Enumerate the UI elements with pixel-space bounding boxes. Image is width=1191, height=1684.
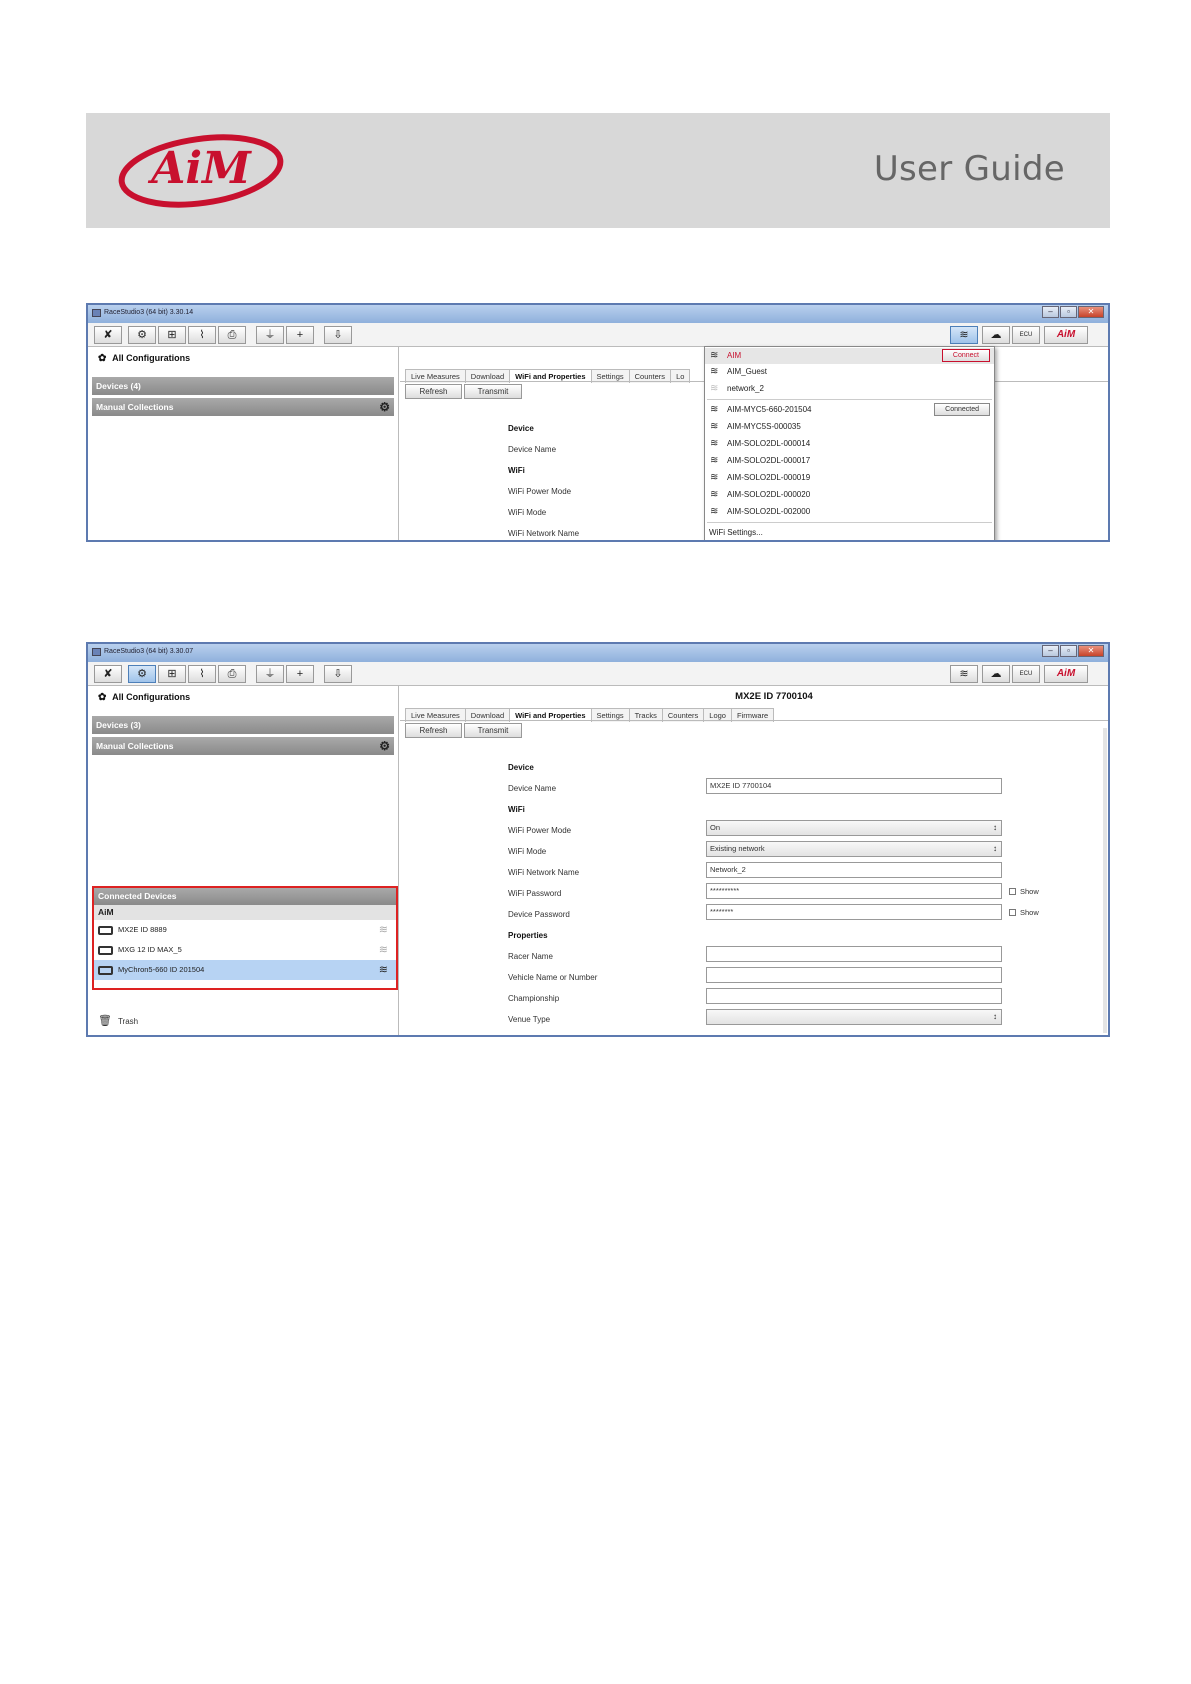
app-icon [92,309,101,317]
trash-item[interactable]: 🗑 Trash [98,1015,139,1027]
network-item[interactable]: ≋ AIM-MYC5-660-201504 Connected [705,402,994,418]
network-item[interactable]: ≋ AIM-SOLO2DL-000014 [705,436,994,452]
wifi-icon: ≋ [710,404,719,415]
devices-section[interactable]: Devices (3) [92,716,394,734]
devices-section[interactable]: Devices (4) [92,377,394,395]
tab-logo[interactable]: Logo [703,708,732,722]
wifi-icon: ≋ [710,366,719,377]
left-panel [88,347,399,540]
network-item[interactable]: ≋ AIM Connect [705,348,994,364]
screenshot-wifi-network-list [86,303,1110,542]
wifi-icon[interactable]: ≋ [950,326,978,344]
wifi-icon: ≋ [710,489,719,500]
network-item[interactable]: ≋ AIM-SOLO2DL-000020 [705,487,994,503]
network-item[interactable]: ≋ AIM-SOLO2DL-002000 [705,504,994,520]
wifi-power-mode-select[interactable]: On ↕ [706,820,1002,836]
network-item[interactable]: ≋ AIM-MYC5S-000035 [705,419,994,435]
close-button[interactable]: ✕ [1078,306,1104,318]
window-titlebar [88,644,1108,662]
settings-icon: ✿ [98,353,107,364]
show-wifi-password-checkbox[interactable]: Show [1009,887,1039,896]
tab-logo[interactable]: Lo [670,369,690,383]
wifi-network-name-input[interactable]: Network_2 [706,862,1002,878]
header-banner [86,113,1110,228]
transmit-button[interactable]: Transmit [464,723,522,738]
cloud-icon[interactable]: ☁ [982,326,1010,344]
wrench-icon[interactable]: ✘ [94,326,122,344]
wifi-power-mode-label: WiFi Power Mode [508,487,572,496]
connected-devices-panel [92,886,398,990]
transmit-button[interactable]: Transmit [464,384,522,399]
tab-firmware[interactable]: Firmware [731,708,774,722]
all-configurations[interactable]: ✿ All Configurations [98,692,191,703]
main-toolbar [88,662,1108,686]
wifi-icon: ≋ [710,455,719,466]
device-title: MX2E ID 7700104 [735,691,813,702]
export-icon[interactable]: ⎙ [218,326,246,344]
tab-counters[interactable]: Counters [629,369,671,383]
sensor-icon[interactable]: ⏚ [256,326,284,344]
tab-live-measures[interactable]: Live Measures [405,369,466,383]
network-item[interactable]: ≋ AIM-SOLO2DL-000017 [705,453,994,469]
minimize-button[interactable]: – [1042,645,1059,657]
wifi-power-mode-label: WiFi Power Mode [508,826,572,835]
wifi-icon: ≋ [710,350,719,361]
vehicle-label: Vehicle Name or Number [508,973,598,982]
tab-live-measures[interactable]: Live Measures [405,708,466,722]
device-group-aim: AiM [94,905,396,920]
wrench-icon[interactable]: ✘ [94,665,122,683]
wifi-heading: WiFi [508,805,525,814]
settings-icon: ✿ [98,692,107,703]
wifi-password-label: WiFi Password [508,889,562,898]
left-panel [88,686,399,1035]
connected-device-row[interactable]: MyChron5-660 ID 201504 ≋ [94,960,396,980]
network-item[interactable]: ≋ AIM_Guest [705,364,994,380]
aim-button[interactable]: AiM [1044,665,1088,683]
wifi-icon: ≋ [710,438,719,449]
minimize-button[interactable]: – [1042,306,1059,318]
sensor-icon[interactable]: ⏚ [256,665,284,683]
championship-input[interactable] [706,988,1002,1004]
add-icon[interactable]: + [286,665,314,683]
device-heading: Device [508,763,534,772]
tab-settings[interactable]: Settings [591,708,630,722]
wifi-network-name-label: WiFi Network Name [508,529,580,538]
wifi-heading: WiFi [508,466,525,475]
wifi-network-name-label: WiFi Network Name [508,868,580,877]
wifi-settings-item[interactable]: WiFi Settings... [709,528,763,537]
connected-devices-header: Connected Devices [94,888,396,905]
download-icon[interactable]: ⇩ [324,326,352,344]
wifi-icon: ≋ [378,964,388,976]
window-titlebar [88,305,1108,323]
wifi-icon: ≋ [378,924,388,936]
connected-button[interactable]: Connected [934,403,990,416]
track-icon[interactable]: ⌇ [188,665,216,683]
network-item[interactable]: ≋ network_2 [705,381,994,397]
window-title: RaceStudio3 (64 bit) 3.30.07 [104,648,194,655]
show-device-password-checkbox[interactable]: Show [1009,908,1039,917]
device-password-label: Device Password [508,910,570,919]
right-panel [400,686,1108,1035]
tab-divider [400,720,1108,721]
device-name-label: Device Name [508,445,557,454]
tab-tracks[interactable]: Tracks [629,708,663,722]
device-name-input[interactable]: MX2E ID 7700104 [706,778,1002,794]
connect-button[interactable]: Connect [942,349,990,362]
wifi-icon: ≋ [710,506,719,517]
window-title: RaceStudio3 (64 bit) 3.30.14 [104,309,194,316]
wifi-icon: ≋ [378,944,388,956]
main-toolbar [88,323,1108,347]
refresh-button[interactable]: Refresh [405,384,462,399]
scrollbar[interactable] [1103,728,1107,1033]
wifi-icon: ≋ [710,383,719,394]
network-item[interactable]: ≋ AIM-SOLO2DL-000019 [705,470,994,486]
tab-download[interactable]: Download [465,369,510,383]
venue-type-select[interactable] [706,1009,1002,1025]
manual-collections-section[interactable]: Manual Collections ⚙ [92,398,394,416]
aim-button[interactable]: AiM [1044,326,1088,344]
refresh-button[interactable]: Refresh [405,723,462,738]
connected-device-row[interactable]: MXG 12 ID MAX_5 ≋ [94,940,396,960]
device-name-label: Device Name [508,784,557,793]
download-icon[interactable]: ⇩ [324,665,352,683]
wifi-icon[interactable]: ≋ [950,665,978,683]
wifi-mode-label: WiFi Mode [508,508,547,517]
device-icon [98,946,113,955]
wifi-icon: ≋ [710,421,719,432]
all-configurations[interactable]: ✿ All Configurations [98,353,191,364]
vehicle-input[interactable] [706,967,1002,983]
device-heading: Device [508,424,534,433]
add-icon[interactable]: + [286,326,314,344]
tab-download[interactable]: Download [465,708,510,722]
app-icon [92,648,101,656]
racer-name-label: Racer Name [508,952,553,961]
tab-settings[interactable]: Settings [591,369,630,383]
properties-heading: Properties [508,931,548,940]
track-icon[interactable]: ⌇ [188,326,216,344]
svg-text:AiM: AiM [151,143,251,194]
gear-icon[interactable]: ⚙ [128,326,156,344]
tab-wifi-properties[interactable]: WiFi and Properties [509,369,591,383]
wifi-icon: ≋ [710,472,719,483]
gear-icon[interactable]: ⚙ [379,400,390,414]
device-password-input[interactable]: ******** [706,904,1002,920]
manual-collections-section[interactable]: Manual Collections ⚙ [92,737,394,755]
wifi-mode-label: WiFi Mode [508,847,547,856]
maximize-button[interactable]: ▫ [1060,645,1077,657]
chart-icon[interactable]: ⊞ [158,665,186,683]
wifi-password-input[interactable]: ********** [706,883,1002,899]
tab-wifi-properties[interactable]: WiFi and Properties [509,708,591,722]
wifi-mode-select[interactable]: Existing network ↕ [706,841,1002,857]
dropdown-divider [707,522,992,523]
device-icon [98,966,113,975]
cloud-icon[interactable]: ☁ [982,665,1010,683]
page-title: User Guide [873,149,1065,189]
export-icon[interactable]: ⎙ [218,665,246,683]
dropdown-divider [707,399,992,400]
racer-name-input[interactable] [706,946,1002,962]
chart-icon[interactable]: ⊞ [158,326,186,344]
ecu-icon[interactable]: ECU [1012,326,1040,344]
trash-icon: 🗑 [98,1015,112,1027]
venue-type-label: Venue Type [508,1015,551,1024]
gear-icon[interactable]: ⚙ [128,665,156,683]
gear-icon[interactable]: ⚙ [379,739,390,753]
device-icon [98,926,113,935]
wifi-network-dropdown [704,346,995,542]
tab-counters[interactable]: Counters [662,708,704,722]
aim-logo [116,131,286,209]
maximize-button[interactable]: ▫ [1060,306,1077,318]
screenshot-wifi-properties [86,642,1110,1037]
championship-label: Championship [508,994,560,1003]
close-button[interactable]: ✕ [1078,645,1104,657]
ecu-icon[interactable]: ECU [1012,665,1040,683]
connected-device-row[interactable]: MX2E ID 8889 ≋ [94,920,396,940]
